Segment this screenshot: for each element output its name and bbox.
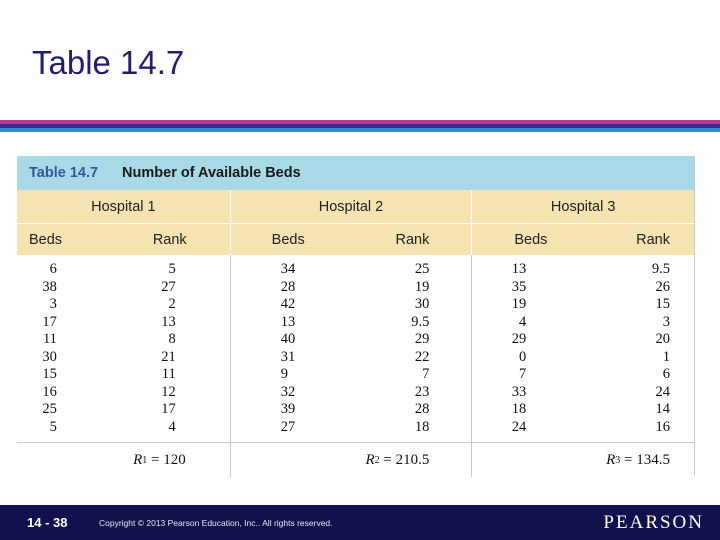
cell: 28	[414, 401, 430, 417]
cell: 5	[49, 418, 57, 435]
cell: 20	[655, 331, 671, 347]
rank-sum-3	[472, 443, 694, 477]
cell: 33	[511, 383, 527, 400]
cell: 28	[280, 278, 296, 295]
cell: 24	[655, 383, 671, 400]
cell: 15	[42, 366, 57, 382]
cell: 17	[42, 313, 57, 330]
cell: 13	[280, 313, 296, 330]
col-rank-1	[113, 255, 231, 442]
subheader-beds-2: Beds	[271, 231, 305, 248]
rank-sum-subscript: 3	[615, 454, 621, 466]
table-caption	[17, 156, 694, 190]
table-title: Number of Available Beds	[122, 165, 301, 181]
cell: 31	[280, 348, 296, 365]
cell: 0	[518, 348, 527, 365]
cell: 1	[662, 348, 671, 365]
cell: 7	[518, 366, 527, 382]
decorative-band	[0, 120, 720, 132]
subheader-beds-3: Beds	[514, 231, 548, 248]
col-beds-1	[17, 255, 113, 442]
cell: 4	[518, 313, 527, 330]
cell: 30	[42, 348, 57, 365]
cell: 27	[161, 278, 176, 295]
cell: 9.5	[651, 261, 671, 277]
col-rank-2	[351, 255, 473, 442]
group-header-hospital-2: Hospital 2	[231, 190, 473, 223]
rank-sum-symbol: R	[606, 451, 616, 468]
cell: 19	[414, 278, 430, 295]
rank-sum-equals: =	[147, 451, 164, 468]
rank-sum-equals: =	[379, 451, 396, 468]
cell: 24	[511, 418, 527, 435]
group-header-row	[17, 190, 694, 223]
cell: 13	[511, 261, 527, 277]
rank-sum-value: 134.5	[636, 451, 670, 468]
rank-sum-2	[231, 443, 473, 477]
cell: 23	[414, 383, 430, 400]
slide-footer	[0, 505, 720, 540]
cell: 38	[42, 278, 57, 295]
subheader-row	[17, 223, 694, 255]
data-table	[17, 156, 695, 475]
cell: 40	[280, 331, 296, 347]
cell: 9	[280, 366, 288, 382]
cell: 30	[414, 296, 430, 312]
cell: 18	[511, 401, 527, 417]
pearson-logo: PEARSON	[603, 512, 704, 533]
rank-sum-subscript: 2	[374, 454, 380, 466]
copyright-text: Copyright © 2013 Pearson Education, Inc.. All rights reserved.	[99, 517, 333, 528]
cell: 15	[655, 296, 671, 312]
cell: 11	[161, 366, 176, 382]
rank-sum-value: 210.5	[395, 451, 430, 468]
cell: 32	[280, 383, 296, 400]
cell: 19	[511, 296, 527, 312]
rank-sum-subscript: 1	[142, 454, 148, 466]
cell: 17	[161, 401, 176, 417]
cell: 25	[414, 261, 430, 277]
cell: 18	[414, 418, 430, 435]
cell: 39	[280, 401, 296, 417]
page-number: 14 - 38	[27, 515, 68, 530]
cell: 21	[161, 348, 176, 365]
cell: 16	[42, 383, 57, 400]
cell: 27	[280, 418, 296, 435]
cell: 26	[655, 278, 671, 295]
subheader-beds-1: Beds	[29, 231, 63, 248]
col-rank-3	[582, 255, 694, 442]
subheader-rank-3: Rank	[636, 231, 670, 248]
cell: 35	[511, 278, 527, 295]
rank-sum-equals: =	[620, 451, 637, 468]
cell: 5	[168, 261, 176, 277]
cell: 22	[414, 348, 430, 365]
cell: 29	[414, 331, 430, 347]
cell: 42	[280, 296, 296, 312]
cell: 7	[422, 366, 430, 382]
rank-sum-row	[17, 442, 694, 477]
group-header-hospital-1: Hospital 1	[17, 190, 231, 223]
table-body	[17, 255, 694, 442]
cell: 9.5	[411, 313, 430, 330]
cell: 29	[511, 331, 527, 347]
cell: 3	[662, 313, 671, 330]
group-header-hospital-3: Hospital 3	[550, 198, 616, 215]
cell: 25	[42, 401, 57, 417]
cell: 2	[168, 296, 176, 312]
cell: 6	[662, 366, 671, 382]
cell: 4	[168, 418, 176, 435]
rank-sum-symbol: R	[133, 451, 143, 468]
slide-title: Table 14.7	[32, 44, 185, 81]
cell: 14	[655, 401, 671, 417]
cell: 3	[49, 296, 57, 312]
cell: 16	[655, 418, 671, 435]
cell: 6	[49, 261, 57, 277]
table-number: Table 14.7	[29, 165, 99, 181]
rank-sum-value: 120	[163, 451, 186, 468]
cell: 12	[161, 383, 176, 400]
subheader-rank-1: Rank	[113, 224, 231, 255]
rank-sum-1	[17, 443, 231, 477]
cell: 8	[168, 331, 176, 347]
cell: 34	[280, 261, 296, 277]
col-beds-3	[472, 255, 582, 442]
subheader-rank-2: Rank	[351, 224, 473, 255]
cell: 11	[42, 331, 57, 347]
col-beds-2	[231, 255, 351, 442]
rank-sum-symbol: R	[365, 451, 375, 468]
cell: 13	[161, 313, 176, 330]
